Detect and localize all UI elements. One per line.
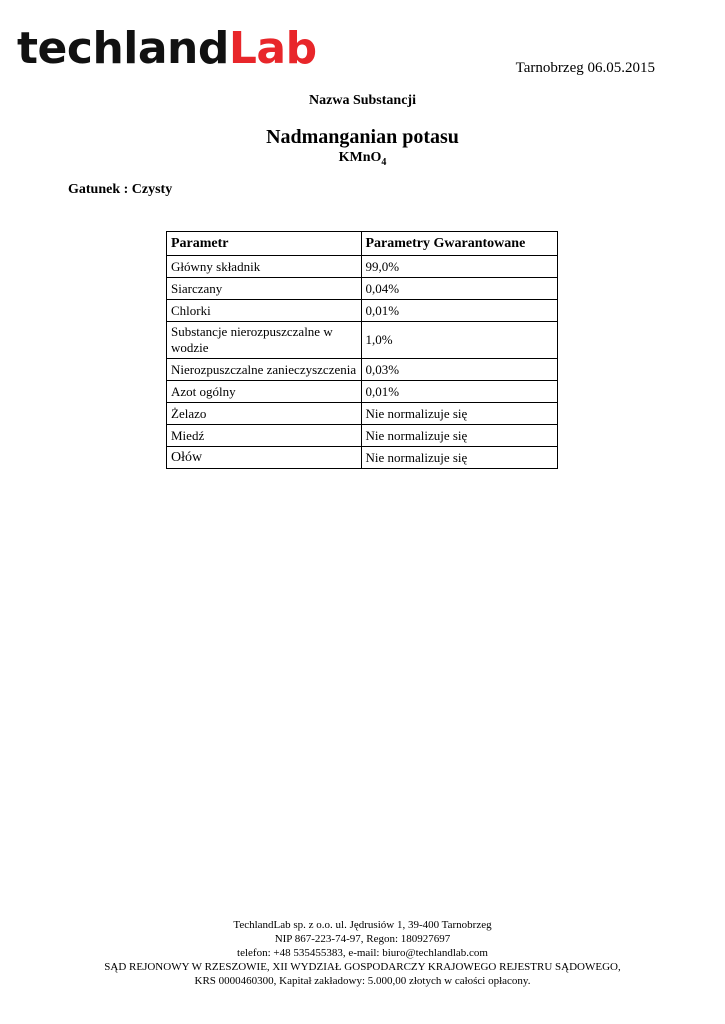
table-row [167,403,558,425]
table-row [167,447,558,469]
parameter-name: Główny składnik [167,256,362,278]
parameter-value: Nie normalizuje się [361,447,558,469]
logo-text-techland: techland [17,23,229,74]
parameter-value: 0,01% [361,300,558,322]
substance-name: Nadmanganian potasu [266,126,459,148]
formula-main: KMnO [338,150,382,165]
parameter-name: Żelazo [167,403,362,425]
footer-tax-ids: NIP 867-223-74-97, Regon: 180927697 [274,933,451,945]
document-date: Tarnobrzeg 06.05.2015 [515,60,655,76]
parameter-name: Ołów [167,447,362,469]
table-row [167,278,558,300]
chemical-formula [0,149,725,166]
parameter-value: Nie normalizuje się [361,403,558,425]
parameter-name: Siarczany [167,278,362,300]
parameter-value: 0,04% [361,278,558,300]
grade-line: Gatunek : Czysty [68,182,173,197]
parameter-value: 0,03% [361,359,558,381]
table-row [167,381,558,403]
company-footer [0,918,725,988]
parameter-name: Miedź [167,425,362,447]
parameter-value: 0,01% [361,381,558,403]
logo-text-lab: Lab [228,23,317,74]
formula-subscript: 4 [381,156,387,168]
table-header-row [167,232,558,256]
table-row [167,425,558,447]
parameters-table [166,231,558,469]
header-parameter: Parametr [167,232,362,256]
footer-court: SĄD REJONOWY W RZESZOWIE, XII WYDZIAŁ GOSPODARCZY KRAJOWEGO REJESTRU SĄDOWEGO, [104,961,621,973]
parameter-name: Azot ogólny [167,381,362,403]
parameter-name: Nierozpuszczalne zanieczyszczenia [167,359,362,381]
parameter-name: Chlorki [167,300,362,322]
table-row [167,256,558,278]
footer-contact: telefon: +48 535455383, e-mail: biuro@techlandlab.com [237,947,488,959]
parameter-name: Substancje nierozpuszczalne w wodzie [167,322,362,359]
table-row [167,322,558,359]
table-row [167,300,558,322]
parameter-value: 99,0% [361,256,558,278]
footer-address: TechlandLab sp. z o.o. ul. Jędrusiów 1, 39-400 Tarnobrzeg [233,919,492,931]
parameter-value: Nie normalizuje się [361,425,558,447]
footer-registry: KRS 0000460300, Kapitał zakładowy: 5.000,00 złotych w całości opłacony. [194,975,531,987]
parameter-value: 1,0% [361,322,558,359]
substance-section-label: Nazwa Substancji [309,93,416,108]
table-row [167,359,558,381]
header-guaranteed-values: Parametry Gwarantowane [361,232,558,256]
company-logo [17,24,317,74]
